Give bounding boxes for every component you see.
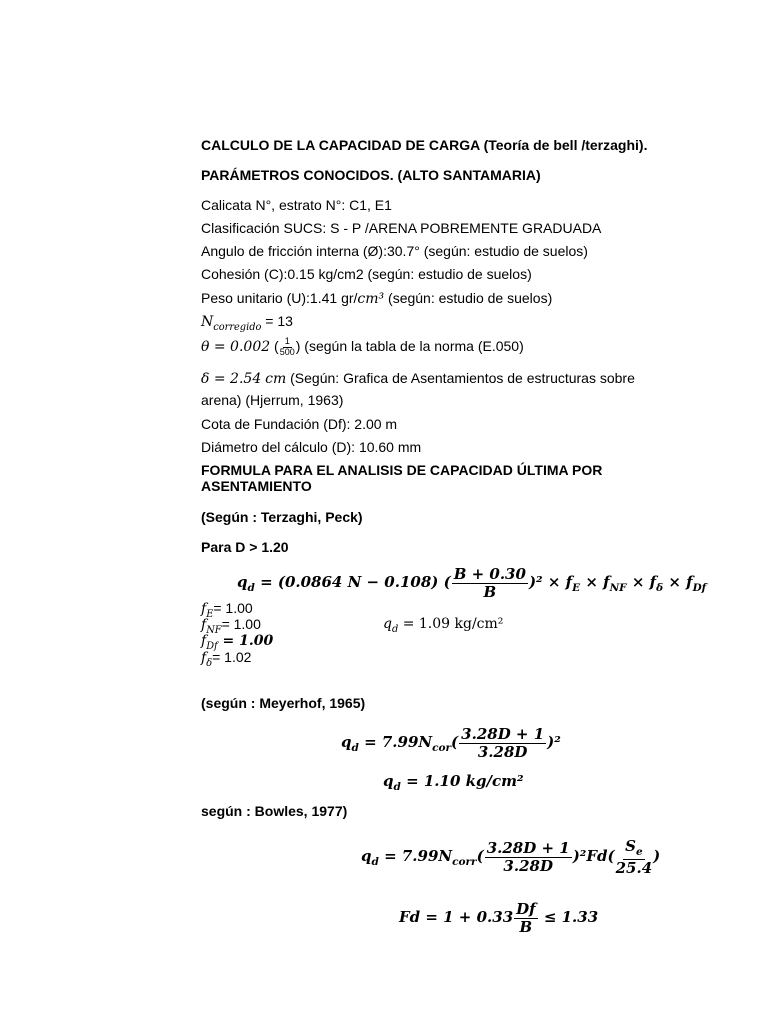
n-subscript: corregido bbox=[213, 321, 262, 333]
bowles-heading: según : Bowles, 1977) bbox=[201, 803, 348, 819]
n-value: = 13 bbox=[261, 313, 293, 329]
delta-suffix: (Según: Grafica de Asentamientos de estructuras sobre bbox=[286, 370, 635, 386]
params-heading: PARÁMETROS CONOCIDOS. (ALTO SANTAMARIA) bbox=[201, 167, 541, 183]
eq-coef-sub: cor bbox=[432, 742, 452, 754]
peso-prefix: Peso unitario (U):1.41 gr/ bbox=[201, 290, 358, 306]
result-value: = 1.09 kg/cm² bbox=[398, 616, 504, 632]
factor-symbol: f bbox=[201, 633, 207, 649]
result-q-sub: d bbox=[391, 623, 399, 635]
eq-numerator: 3.28D + 1 bbox=[486, 839, 570, 858]
eq-coef-sub: corr bbox=[452, 856, 477, 869]
terzaghi-result bbox=[383, 616, 503, 635]
eq-fraction bbox=[485, 840, 572, 874]
se-symbol: S bbox=[625, 837, 636, 855]
meyerhof-equation: $q_d = 7.99N_{cor}$( $\frac{3.28D + 1}{3.28D}$ )² bbox=[341, 725, 561, 761]
formula-heading-line1: FORMULA PARA EL ANALISIS DE CAPACIDAD ÚLTIMA POR bbox=[201, 462, 603, 478]
factor-value: = 1.00 bbox=[213, 600, 253, 616]
param-delta bbox=[201, 370, 635, 387]
eq-mid: ²Fd( bbox=[579, 847, 615, 866]
terzaghi-heading: (Según : Terzaghi, Peck) bbox=[201, 509, 363, 525]
eq-q-sub: d bbox=[371, 856, 379, 869]
theta-denominator: 500 bbox=[279, 346, 295, 357]
fd-fraction bbox=[514, 901, 537, 935]
factor-sub: NF bbox=[206, 624, 222, 636]
eq-denominator: 3.28D bbox=[503, 856, 553, 875]
factor-fdelta bbox=[201, 649, 251, 669]
peso-unit: cm³ bbox=[357, 291, 385, 307]
factor-sub: E bbox=[206, 608, 214, 620]
result-value: = 1.10 kg/cm² bbox=[400, 772, 524, 790]
param-calicata: Calicata N°, estrato N°: C1, E1 bbox=[201, 197, 392, 213]
eq-mid: = (0.0864 N − 0.108) ( bbox=[254, 573, 451, 591]
fd-equation bbox=[399, 901, 598, 935]
result-q: q bbox=[383, 616, 392, 632]
main-heading: CALCULO DE LA CAPACIDAD DE CARGA (Teoría de bell /terzaghi). bbox=[201, 137, 648, 153]
terzaghi-equation: $q_d = (0.0864$ N − 0.108) ( $\frac{B + 0.30}{B}$ )$^2 \times f_E \times f_{NF} \times f_\delta \times f_{Df}$ bbox=[237, 565, 707, 601]
eq-q-sub: d bbox=[351, 742, 359, 754]
eq-denominator: 3.28D bbox=[477, 742, 528, 761]
se-fraction bbox=[616, 838, 653, 876]
eq-denominator: B bbox=[483, 582, 497, 601]
theta-expression: θ = 0.002 bbox=[201, 339, 271, 356]
eq-q: q bbox=[361, 847, 372, 866]
factor-sub: δ bbox=[206, 657, 213, 669]
se-denominator: 25.4 bbox=[615, 858, 653, 877]
factor-value: = 1.00 bbox=[221, 616, 261, 632]
terzaghi-condition: Para D > 1.20 bbox=[201, 539, 289, 555]
bowles-equation: $q_d = 7.99N_{corr}$( $\frac{3.28D + 1}{3.28D}$ )²Fd( $\frac{S_e}{25.4}$ ) bbox=[361, 837, 661, 877]
eq-numerator: 3.28D + 1 bbox=[461, 725, 545, 743]
eq-coef: = 7.99N bbox=[358, 733, 433, 751]
formula-heading-line2: ASENTAMIENTO bbox=[201, 478, 312, 494]
eq-right: )² × f bbox=[528, 573, 573, 591]
theta-numerator: 1 bbox=[284, 336, 290, 346]
factor-symbol: f bbox=[201, 617, 207, 633]
factor-sub: Df bbox=[206, 640, 218, 652]
param-theta: θ = 0.002 ( $\frac{1}{500}$ ) (según la tabla de la norma (E.050) bbox=[201, 336, 524, 357]
factor-symbol: f bbox=[201, 650, 207, 666]
theta-fraction bbox=[280, 337, 295, 358]
param-n-corregido bbox=[201, 313, 293, 333]
delta-unit: cm bbox=[265, 371, 287, 387]
param-clasificacion: Clasificación SUCS: S - P /ARENA POBREMENTE GRADUADA bbox=[201, 220, 602, 236]
param-angulo: Angulo de fricción interna (Ø):30.7° (según: estudio de suelos) bbox=[201, 243, 588, 259]
param-diametro: Diámetro del cálculo (D): 10.60 mm bbox=[201, 439, 422, 455]
theta-suffix: (según la tabla de la norma (E.050) bbox=[300, 338, 524, 355]
meyerhof-result bbox=[383, 772, 524, 793]
param-cohesion: Cohesión (C):0.15 kg/cm2 (según: estudio de suelos) bbox=[201, 266, 532, 282]
fd-left: Fd = 1 + 0.33 bbox=[399, 908, 514, 926]
eq-fraction bbox=[459, 726, 546, 760]
factor-value: = 1.00 bbox=[217, 633, 274, 649]
eq-exponent: ² bbox=[554, 733, 561, 751]
param-peso bbox=[201, 290, 552, 307]
result-q-sub: d bbox=[393, 781, 401, 793]
param-cota: Cota de Fundación (Df): 2.00 m bbox=[201, 416, 398, 432]
result-q: q bbox=[383, 772, 394, 790]
eq-coef: = 7.99N bbox=[378, 847, 453, 866]
factor-value: = 1.02 bbox=[212, 649, 252, 665]
delta-expression: δ = 2.54 bbox=[201, 371, 262, 387]
fd-right: ≤ 1.33 bbox=[538, 908, 599, 926]
se-numerator bbox=[623, 838, 645, 860]
param-delta-cont: arena) (Hjerrum, 1963) bbox=[201, 392, 344, 408]
eq-numerator: B + 0.30 bbox=[453, 565, 526, 583]
eq-fraction bbox=[452, 566, 528, 600]
eq-q-sub: d bbox=[247, 582, 255, 594]
n-symbol: N bbox=[201, 314, 214, 330]
eq-q: q bbox=[341, 733, 352, 751]
eq-q: q bbox=[237, 573, 248, 591]
peso-suffix: (según: estudio de suelos) bbox=[384, 290, 553, 306]
se-sub: e bbox=[635, 846, 643, 858]
factor-symbol: f bbox=[201, 601, 207, 617]
fd-numerator: Df bbox=[516, 900, 536, 918]
fd-denominator: B bbox=[519, 917, 533, 936]
meyerhof-heading: (según : Meyerhof, 1965) bbox=[201, 695, 366, 711]
